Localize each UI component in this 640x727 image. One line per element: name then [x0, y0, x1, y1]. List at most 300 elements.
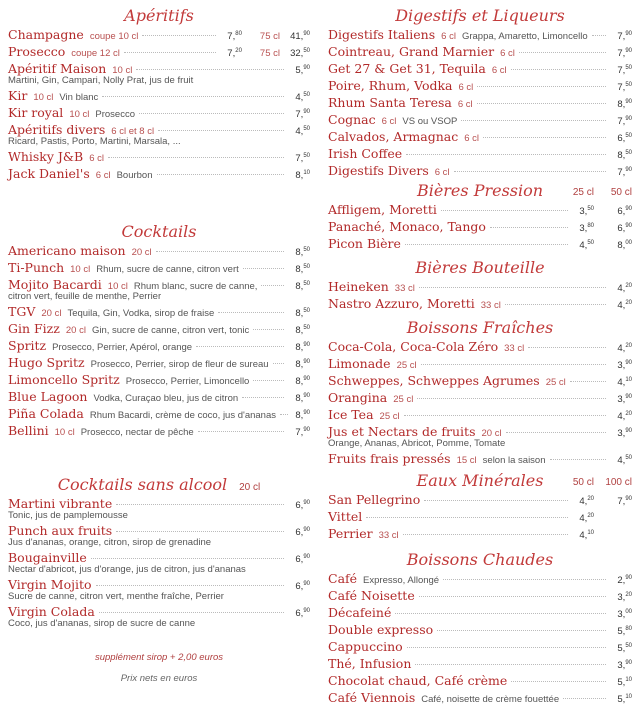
dot-leader: [511, 681, 606, 682]
dot-leader: [196, 346, 284, 347]
item-name: Jus et Nectars de fruits: [328, 424, 476, 440]
dot-leader: [437, 630, 606, 631]
dot-leader: [139, 113, 284, 114]
menu-item: [8, 337, 310, 354]
boissons-chaudes-section: [328, 542, 632, 706]
dot-leader: [253, 329, 284, 330]
menu-item: [8, 87, 310, 104]
item-name: Kir royal: [8, 105, 64, 121]
item-size: 6 cl: [434, 167, 450, 179]
item-name: Vittel: [328, 509, 363, 525]
item-name: Rhum Santa Teresa: [328, 95, 452, 111]
item-price: 3,90: [617, 428, 632, 440]
menu-item: [8, 259, 310, 276]
item-name: Coca-Cola, Coca-Cola Zéro: [328, 339, 499, 355]
item-description: Rhum Bacardi, crème de coco, jus d'ananas: [89, 410, 276, 422]
item-price: 8,50: [295, 247, 310, 259]
item-price: 4,50: [295, 92, 310, 104]
menu-item: [8, 549, 310, 576]
prix-nets-note: Prix nets en euros: [120, 673, 198, 684]
cocktails-sans-alcool-section: [8, 439, 310, 630]
item-price: 3,90: [617, 360, 632, 372]
item-name: Hugo Spritz: [8, 355, 85, 371]
menu-item: [328, 450, 632, 467]
dot-leader: [477, 86, 606, 87]
dot-leader: [108, 157, 284, 158]
item-price-2: 8,00: [617, 240, 632, 252]
item-price: 7,50: [295, 153, 310, 165]
dot-leader: [407, 647, 606, 648]
item-name: Café: [328, 571, 358, 587]
item-name: Café Noisette: [328, 588, 415, 604]
supplement-note: supplément sirop + 2,00 euros: [94, 652, 224, 663]
item-name: Décafeiné: [328, 605, 392, 621]
dot-leader: [253, 380, 284, 381]
item-name: TGV: [8, 304, 36, 320]
item-description: Prosecco, Perrier, Apérol, orange: [52, 342, 193, 354]
item-size: 10 cl: [70, 264, 91, 276]
item-description: Rhum, sucre de canne, citron vert: [96, 264, 239, 276]
item-description: Bourbon: [116, 170, 153, 182]
item-price: 8,90: [295, 410, 310, 422]
item-size: 20 cl: [41, 308, 62, 320]
menu-item: [328, 491, 632, 508]
menu-item: [328, 43, 632, 60]
item-size: 10 cl: [33, 92, 54, 104]
dot-leader: [243, 268, 284, 269]
dot-leader: [99, 612, 284, 613]
eaux-minerales-title: [328, 471, 632, 491]
item-price: 8,50: [295, 308, 310, 320]
cocktails-sans-alcool-title-text: Cocktails sans alcool: [57, 475, 228, 494]
item-price: 6,90: [295, 554, 310, 566]
item-price: 8,50: [295, 325, 310, 337]
menu-item: [8, 388, 310, 405]
dot-leader: [156, 251, 284, 252]
dot-leader: [218, 312, 284, 313]
menu-item: [8, 148, 310, 165]
eaux-col2: 100 cl: [605, 477, 632, 488]
bieres-pression-col1: 25 cl: [572, 187, 594, 198]
item-price: 7,90: [617, 167, 632, 179]
item-price: 3,50: [579, 206, 594, 218]
dot-leader: [124, 52, 216, 53]
item-price: 8,90: [295, 342, 310, 354]
menu-item: [328, 60, 632, 77]
item-price: 5,50: [617, 643, 632, 655]
item-size: 6 cl: [441, 31, 456, 43]
dot-leader: [461, 120, 606, 121]
bieres-pression-section: [328, 179, 632, 252]
menu-item: [328, 655, 632, 672]
item-name: Chocolat chaud, Café crème: [328, 673, 508, 689]
menu-item: [328, 235, 632, 252]
item-size: 20 cl: [481, 428, 502, 440]
item-price: 7,90: [295, 427, 310, 439]
item-name: Orangina: [328, 390, 388, 406]
item-price: 3,00: [617, 609, 632, 621]
menu-item: [8, 320, 310, 337]
item-price-2: 6,90: [617, 206, 632, 218]
dot-leader: [454, 171, 606, 172]
item-name: Ice Tea: [328, 407, 374, 423]
item-price: 7,50: [617, 65, 632, 77]
cocktails-sans-alcool-size: 20 cl: [239, 482, 261, 493]
item-price: 8,90: [295, 393, 310, 405]
item-name: San Pellegrino: [328, 492, 421, 508]
menu-item: [328, 295, 632, 312]
item-size: 6 cl: [95, 170, 111, 182]
item-details: citron vert, feuille de menthe, Perrier: [8, 291, 162, 302]
item-name: Blue Lagoon: [8, 389, 88, 405]
menu-item: [8, 43, 310, 60]
dot-leader: [405, 244, 568, 245]
item-size: 6 cl: [89, 153, 105, 165]
menu-item: [328, 338, 632, 355]
eaux-minerales-title-text: Eaux Minérales: [416, 471, 544, 490]
dot-leader: [261, 285, 284, 286]
bieres-pression-title-text: Bières Pression: [416, 181, 544, 200]
dot-leader: [157, 174, 285, 175]
item-name: Irish Coffee: [328, 146, 403, 162]
item-name: Prosecco: [8, 44, 66, 60]
item-price: 6,90: [295, 527, 310, 539]
item-price: 7,90: [617, 48, 632, 60]
item-size: 25 cl: [545, 377, 566, 389]
menu-item: [328, 508, 632, 525]
item-name: Cognac: [328, 112, 376, 128]
item-description: Grappa, Amaretto, Limoncello: [461, 31, 588, 43]
item-description: Tequila, Gin, Vodka, sirop de fraise: [67, 308, 215, 320]
menu-item: [328, 525, 632, 542]
item-price: 3,80: [579, 223, 594, 235]
item-details: Martini, Gin, Campari, Nolly Prat, jus de fruit: [8, 75, 194, 86]
item-description: Rhum blanc, sucre de canne,: [133, 281, 258, 293]
item-description: Prosecco, nectar de pêche: [80, 427, 194, 439]
item-name: Panaché, Monaco, Tango: [328, 219, 486, 235]
item-price: 4,10: [579, 530, 594, 542]
item-price: 3,90: [617, 394, 632, 406]
dot-leader: [96, 585, 284, 586]
dot-leader: [528, 347, 606, 348]
menu-item: [8, 371, 310, 388]
item-price: 4,20: [617, 283, 632, 295]
dot-leader: [443, 579, 606, 580]
item-price: 4,20: [617, 343, 632, 355]
item-price: 4,20: [617, 300, 632, 312]
item-size: 20 cl: [65, 325, 86, 337]
aperitifs-section: [8, 0, 310, 182]
item-price: 7,90: [617, 116, 632, 128]
dot-leader: [424, 500, 568, 501]
menu-item: [8, 242, 310, 259]
item-description: Café, noisette de crème fouettée: [421, 694, 560, 706]
item-price: 6,50: [617, 133, 632, 145]
item-price: 5,80: [617, 626, 632, 638]
dot-leader: [158, 130, 284, 131]
dot-leader: [419, 287, 606, 288]
digestifs-section: [328, 0, 632, 179]
item-size: 10 cl: [107, 281, 128, 293]
dot-leader: [116, 504, 284, 505]
item-price: 5,10: [617, 677, 632, 689]
menu-item: [328, 94, 632, 111]
dot-leader: [505, 304, 606, 305]
dot-leader: [511, 69, 606, 70]
item-price: 8,90: [617, 99, 632, 111]
item-price: 6,90: [295, 500, 310, 512]
menu-item: [328, 372, 632, 389]
dot-leader: [563, 698, 606, 699]
item-name: Martini vibrante: [8, 496, 113, 512]
item-price: 4,20: [617, 411, 632, 423]
item-description: selon la saison: [482, 455, 546, 467]
item-price: 8,50: [295, 264, 310, 276]
item-name: Nastro Azzuro, Moretti: [328, 296, 475, 312]
item-name: Thé, Infusion: [328, 656, 412, 672]
item-price: 5,90: [295, 65, 310, 77]
item-description: Prosecco, Perrier, Limoncello: [125, 376, 250, 388]
menu-item: [328, 672, 632, 689]
item-size: coupe 12 cl: [71, 48, 120, 60]
item-description: Vodka, Curaçao bleu, jus de citron: [93, 393, 239, 405]
cocktails-section: [8, 182, 310, 439]
item-name: Ti-Punch: [8, 260, 65, 276]
item-name: Jack Daniel's: [8, 166, 90, 182]
item-name: Limonade: [328, 356, 391, 372]
item-name: Mojito Bacardi: [8, 277, 102, 293]
eaux-minerales-section: [328, 467, 632, 542]
item-description: Vin blanc: [59, 92, 99, 104]
dot-leader: [280, 414, 288, 415]
item-size: 6 cl: [458, 82, 474, 94]
item-description: Gin, sucre de canne, citron vert, tonic: [91, 325, 250, 337]
item-size: 25 cl: [396, 360, 417, 372]
item-price: 7,90: [617, 31, 632, 43]
item-size: 10 cl: [112, 65, 133, 77]
item-size-2: 75 cl: [259, 31, 280, 43]
item-details: Coco, jus d'ananas, sirop de sucre de canne: [8, 618, 196, 629]
item-name: Virgin Colada: [8, 604, 95, 620]
item-name: Cappuccino: [328, 639, 403, 655]
item-size: 10 cl: [54, 427, 75, 439]
item-size: 6 cl: [457, 99, 473, 111]
item-price: 4,10: [617, 377, 632, 389]
menu-item: [8, 522, 310, 549]
dot-leader: [592, 35, 606, 36]
item-price: 8,50: [295, 281, 310, 293]
item-name: Apéritifs divers: [8, 122, 106, 138]
item-name: Virgin Mojito: [8, 577, 92, 593]
item-name: Apéritif Maison: [8, 61, 107, 77]
item-description: VS ou VSOP: [402, 116, 458, 128]
item-details: Nectar d'abricot, jus d'orange, jus de citron, jus d'ananas: [8, 564, 246, 575]
item-price: 8,10: [295, 170, 310, 182]
bieres-bouteille-title: Bières Bouteille: [415, 258, 545, 277]
digestifs-title: Digestifs et Liqueurs: [395, 6, 565, 25]
item-name: Get 27 & Get 31, Tequila: [328, 61, 486, 77]
item-price: 7,80: [227, 31, 242, 43]
dot-leader: [273, 363, 284, 364]
menu-item: [328, 587, 632, 604]
dot-leader: [142, 35, 216, 36]
item-name: Double expresso: [328, 622, 434, 638]
item-size: 6 cl: [381, 116, 397, 128]
boissons-chaudes-title: Boissons Chaudes: [406, 550, 554, 569]
item-price-2: 41,90: [290, 31, 310, 43]
dot-leader: [506, 432, 606, 433]
menu-item: [8, 576, 310, 603]
item-price: 7,20: [227, 48, 242, 60]
item-description: Prosecco: [95, 109, 135, 121]
boissons-fraiches-title: Boissons Fraîches: [406, 318, 554, 337]
item-name: Picon Bière: [328, 236, 401, 252]
item-price: 4,50: [579, 240, 594, 252]
bieres-pression-title: [328, 181, 632, 201]
dot-leader: [395, 613, 606, 614]
menu-item: [8, 405, 310, 422]
item-price: 8,90: [295, 359, 310, 371]
item-name: Bougainville: [8, 550, 87, 566]
item-size-2: 75 cl: [259, 48, 280, 60]
item-price-2: 6,90: [617, 223, 632, 235]
item-name: Digestifs Divers: [328, 163, 429, 179]
item-size: 20 cl: [131, 247, 152, 259]
menu-item: [8, 104, 310, 121]
menu-item: [8, 60, 310, 87]
item-size: 15 cl: [456, 455, 477, 467]
dot-leader: [519, 52, 606, 53]
item-details: Tonic, jus de pamplemousse: [8, 510, 128, 521]
menu-item: [8, 26, 310, 43]
item-name: Perrier: [328, 526, 373, 542]
item-price: 5,10: [617, 694, 632, 706]
item-size: 10 cl: [69, 109, 90, 121]
item-name: Poire, Rhum, Vodka: [328, 78, 453, 94]
menu-item: [328, 111, 632, 128]
item-name: Café Viennois: [328, 690, 416, 706]
item-name: Spritz: [8, 338, 47, 354]
bieres-bouteille-section: [328, 252, 632, 312]
item-size: 25 cl: [379, 411, 400, 423]
dot-leader: [570, 381, 606, 382]
item-name: Punch aux fruits: [8, 523, 113, 539]
item-name: Fruits frais pressés: [328, 451, 451, 467]
menu-item: [328, 162, 632, 179]
dot-leader: [366, 517, 568, 518]
cocktails-sans-alcool-title: [8, 475, 310, 495]
item-size: 33 cl: [480, 300, 501, 312]
menu-item: [328, 604, 632, 621]
menu-item: [328, 26, 632, 43]
dot-leader: [116, 531, 284, 532]
menu-item: [328, 406, 632, 423]
item-details: Orange, Ananas, Abricot, Pomme, Tomate: [328, 438, 506, 449]
menu-item: [8, 495, 310, 522]
menu-item: [8, 276, 310, 303]
dot-leader: [477, 103, 606, 104]
dot-leader: [198, 431, 284, 432]
item-name: Limoncello Spritz: [8, 372, 120, 388]
dot-leader: [406, 154, 606, 155]
dot-leader: [136, 69, 284, 70]
dot-leader: [403, 534, 568, 535]
menu-item: [328, 218, 632, 235]
item-price: 8,90: [295, 376, 310, 388]
item-size: 6 cl: [491, 65, 507, 77]
item-description: Expresso, Allongé: [363, 575, 440, 587]
item-price: 7,90: [295, 109, 310, 121]
eaux-col1: 50 cl: [572, 477, 594, 488]
item-name: Americano maison: [8, 243, 126, 259]
item-size: 33 cl: [504, 343, 525, 355]
item-name: Affligem, Moretti: [328, 202, 437, 218]
menu-item: [328, 621, 632, 638]
dot-leader: [417, 398, 606, 399]
dot-leader: [441, 210, 568, 211]
item-name: Heineken: [328, 279, 389, 295]
menu-item: [328, 355, 632, 372]
item-name: Whisky J&B: [8, 149, 84, 165]
item-name: Digestifs Italiens: [328, 27, 436, 43]
item-details: Jus d'ananas, orange, citron, sirop de grenadine: [8, 537, 212, 548]
item-name: Piña Colada: [8, 406, 84, 422]
item-name: Cointreau, Grand Marnier: [328, 44, 495, 60]
item-name: Champagne: [8, 27, 84, 43]
menu-item: [8, 121, 310, 148]
dot-leader: [419, 596, 606, 597]
dot-leader: [102, 96, 284, 97]
item-name: Gin Fizz: [8, 321, 60, 337]
item-size: 6 cl: [464, 133, 480, 145]
menu-item: [328, 570, 632, 587]
menu-item: [328, 423, 632, 450]
aperitifs-title: Apéritifs: [124, 6, 194, 25]
item-size: 33 cl: [378, 530, 399, 542]
dot-leader: [550, 459, 606, 460]
menu-item: [8, 165, 310, 182]
item-name: Bellini: [8, 423, 49, 439]
item-details: Ricard, Pastis, Porto, Martini, Marsala, ...: [8, 136, 181, 147]
item-price: 2,90: [617, 575, 632, 587]
bieres-pression-col2: 50 cl: [610, 187, 632, 198]
item-price-2: 7,90: [617, 496, 632, 508]
item-price: 8,50: [617, 150, 632, 162]
item-name: Kir: [8, 88, 28, 104]
menu-item: [328, 638, 632, 655]
boissons-fraiches-section: [328, 312, 632, 467]
item-price: 7,50: [617, 82, 632, 94]
item-price: 3,20: [617, 592, 632, 604]
item-price: 4,50: [295, 126, 310, 138]
item-price: 6,90: [295, 581, 310, 593]
menu-item: [328, 201, 632, 218]
item-details: Sucre de canne, citron vert, menthe fraîche, Perrier: [8, 591, 224, 602]
item-description: Prosecco, Perrier, sirop de fleur de sureau: [90, 359, 269, 371]
item-price-2: 32,50: [290, 48, 310, 60]
item-size: 6 cl: [500, 48, 515, 60]
menu-item: [328, 128, 632, 145]
item-price: 6,90: [295, 608, 310, 620]
item-size: 33 cl: [394, 283, 415, 295]
dot-leader: [483, 137, 606, 138]
menu-item: [328, 77, 632, 94]
item-price: 3,90: [617, 660, 632, 672]
item-size: coupe 10 cl: [89, 31, 139, 43]
item-size: 25 cl: [393, 394, 414, 406]
menu-item: [8, 422, 310, 439]
item-price: 4,20: [579, 496, 594, 508]
